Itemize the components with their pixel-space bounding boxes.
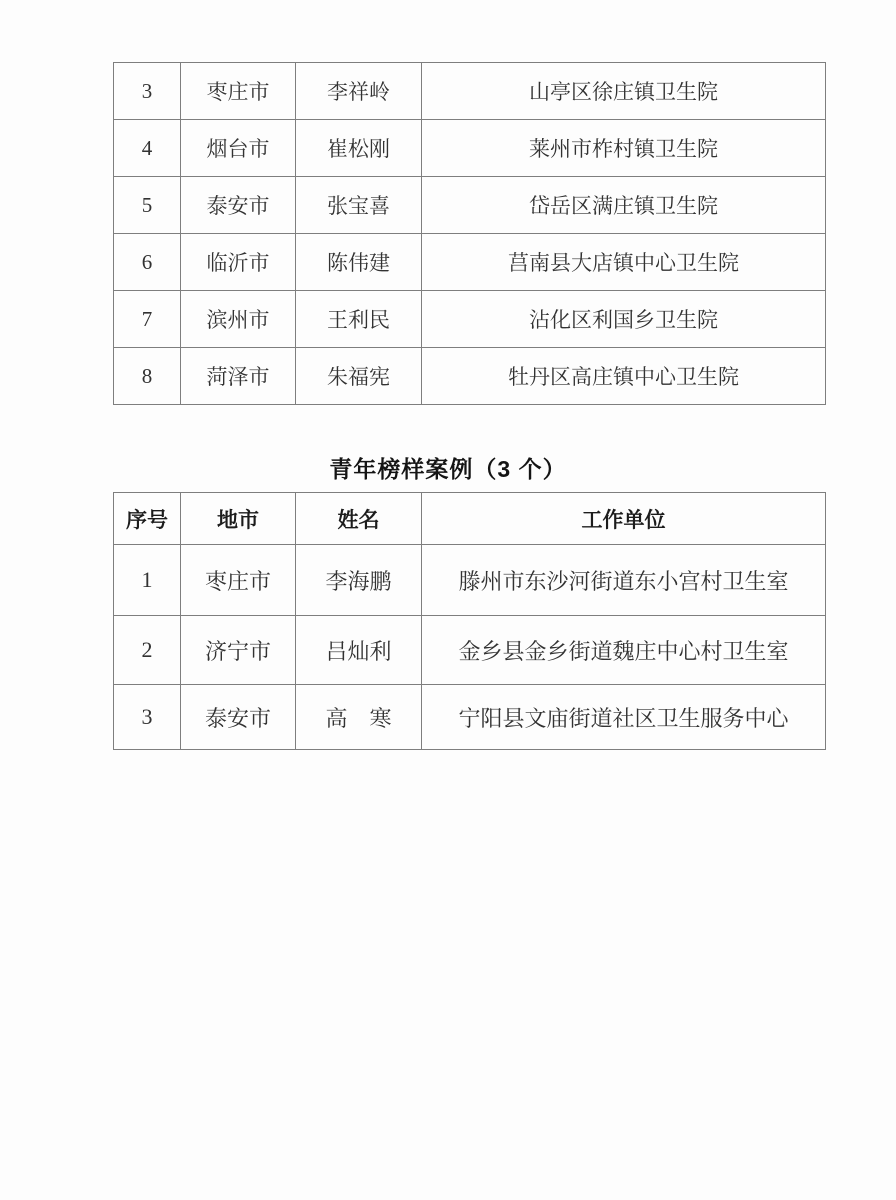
city-cell: 泰安市	[181, 685, 296, 750]
row-number-cell: 4	[114, 120, 181, 177]
city-cell: 枣庄市	[181, 545, 296, 616]
row-number-cell: 7	[114, 291, 181, 348]
work-unit-cell: 滕州市东沙河街道东小宫村卫生室	[422, 545, 826, 616]
work-unit-cell: 岱岳区满庄镇卫生院	[422, 177, 826, 234]
person-name-cell: 朱福宪	[296, 348, 422, 405]
table-header-row	[114, 493, 826, 545]
work-unit-cell: 沾化区利国乡卫生院	[422, 291, 826, 348]
table-rural-doctors-continued	[113, 62, 826, 405]
table-row	[114, 291, 826, 348]
work-unit-cell: 宁阳县文庙街道社区卫生服务中心	[422, 685, 826, 750]
city-cell: 济宁市	[181, 616, 296, 685]
city-cell: 泰安市	[181, 177, 296, 234]
header-cell-city: 地市	[181, 493, 296, 545]
row-number-cell: 1	[114, 545, 181, 616]
table-row	[114, 545, 826, 616]
header-cell-name: 姓名	[296, 493, 422, 545]
row-number-cell: 3	[114, 685, 181, 750]
table-row	[114, 616, 826, 685]
row-number-cell: 6	[114, 234, 181, 291]
table-row	[114, 177, 826, 234]
table-row	[114, 120, 826, 177]
city-cell: 烟台市	[181, 120, 296, 177]
row-number-cell: 3	[114, 63, 181, 120]
city-cell: 枣庄市	[181, 63, 296, 120]
table-row	[114, 685, 826, 750]
person-name-cell: 吕灿利	[296, 616, 422, 685]
header-cell-number: 序号	[114, 493, 181, 545]
person-name-cell: 张宝喜	[296, 177, 422, 234]
city-cell: 菏泽市	[181, 348, 296, 405]
city-cell: 临沂市	[181, 234, 296, 291]
person-name-cell: 高 寒	[296, 685, 422, 750]
work-unit-cell: 山亭区徐庄镇卫生院	[422, 63, 826, 120]
table-row	[114, 234, 826, 291]
section-title: 青年榜样案例（3 个）	[329, 456, 567, 482]
work-unit-cell: 莒南县大店镇中心卫生院	[422, 234, 826, 291]
work-unit-cell: 牡丹区高庄镇中心卫生院	[422, 348, 826, 405]
person-name-cell: 王利民	[296, 291, 422, 348]
row-number-cell: 8	[114, 348, 181, 405]
person-name-cell: 崔松刚	[296, 120, 422, 177]
header-cell-work-unit: 工作单位	[422, 493, 826, 545]
table-row	[114, 348, 826, 405]
work-unit-cell: 莱州市柞村镇卫生院	[422, 120, 826, 177]
person-name-cell: 李海鹏	[296, 545, 422, 616]
table-row	[114, 63, 826, 120]
city-cell: 滨州市	[181, 291, 296, 348]
person-name-cell: 李祥岭	[296, 63, 422, 120]
person-name-cell: 陈伟建	[296, 234, 422, 291]
work-unit-cell: 金乡县金乡街道魏庄中心村卫生室	[422, 616, 826, 685]
row-number-cell: 5	[114, 177, 181, 234]
table-youth-role-models	[113, 492, 826, 750]
row-number-cell: 2	[114, 616, 181, 685]
